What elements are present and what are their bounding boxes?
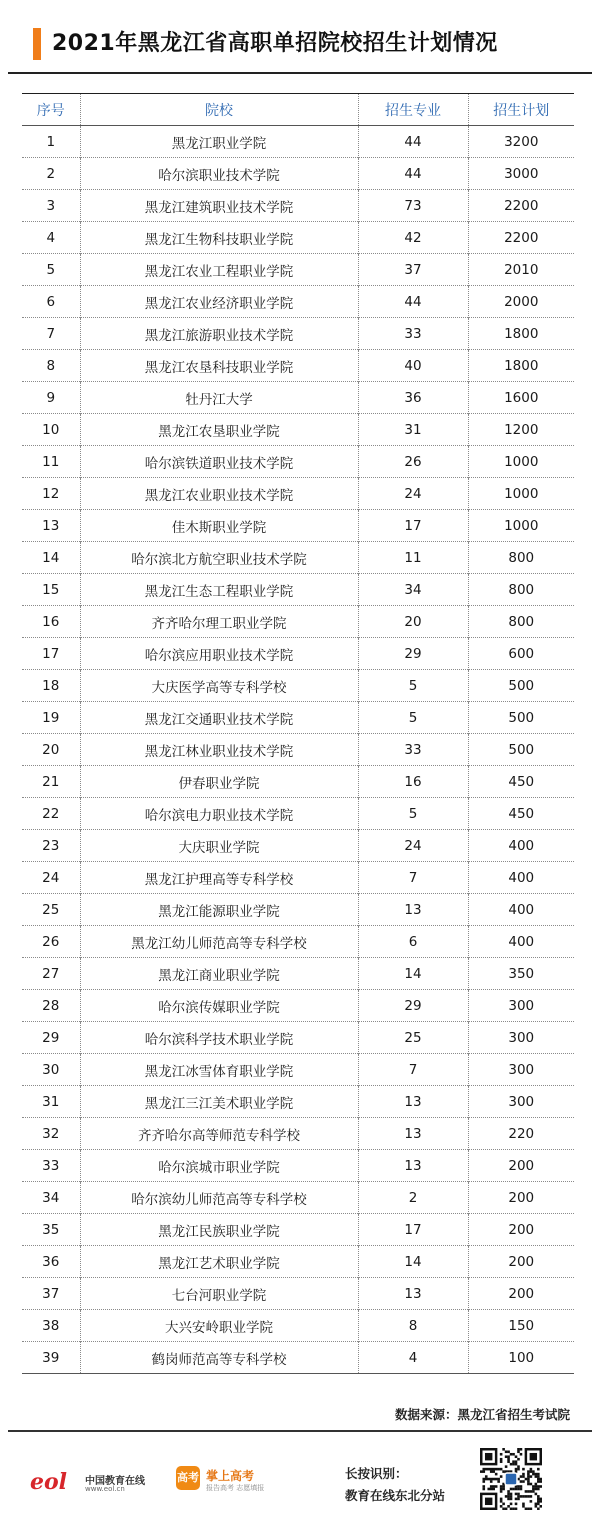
cell-plan: 400 [468,894,574,926]
cell-majors: 13 [358,894,468,926]
table-row [22,318,574,350]
cell-plan: 1200 [468,414,574,446]
cell-majors: 16 [358,766,468,798]
cell-plan: 200 [468,1278,574,1310]
cell-school: 哈尔滨铁道职业技术学院 [80,446,358,478]
cell-school: 黑龙江农业经济职业学院 [80,286,358,318]
cell-plan: 500 [468,670,574,702]
table-row [22,638,574,670]
table-header-row [22,94,574,126]
admission-table-container [22,93,574,1374]
table-row [22,830,574,862]
table-row [22,1182,574,1214]
cell-plan: 100 [468,1342,574,1374]
cell-school: 佳木斯职业学院 [80,510,358,542]
title-accent-bar [33,28,41,60]
page-title: 2021年黑龙江省高职单招院校招生计划情况 [52,31,498,56]
cell-index: 29 [42,1029,60,1046]
cell-school: 黑龙江农业职业技术学院 [80,478,358,510]
page-footer [0,1432,600,1533]
cell-majors: 14 [358,1246,468,1278]
cell-plan: 800 [468,574,574,606]
cell-school: 黑龙江护理高等专科学校 [80,862,358,894]
cell-index: 32 [42,1125,60,1142]
table-row [22,606,574,638]
cell-index: 2 [46,165,56,182]
table-row [22,350,574,382]
cell-school: 七台河职业学院 [80,1278,358,1310]
cell-index: 30 [42,1061,60,1078]
table-row [22,222,574,254]
zhangshang-gaokao-logo [176,1466,306,1498]
cell-plan: 800 [468,542,574,574]
cell-majors: 44 [358,158,468,190]
cell-school: 齐齐哈尔理工职业学院 [80,606,358,638]
cell-school: 哈尔滨电力职业技术学院 [80,798,358,830]
cell-majors: 24 [358,830,468,862]
table-row [22,798,574,830]
cell-plan: 400 [468,830,574,862]
cell-majors: 36 [358,382,468,414]
cell-index: 11 [42,453,60,470]
table-row [22,958,574,990]
cell-school: 黑龙江农业工程职业学院 [80,254,358,286]
data-source-note: 数据来源：黑龙江省招生考试院 [394,1407,570,1422]
cell-index: 12 [42,485,60,502]
cell-majors: 33 [358,734,468,766]
cell-index: 13 [42,517,60,534]
cell-plan: 3200 [468,126,574,158]
cell-index: 7 [46,325,56,342]
cell-majors: 42 [358,222,468,254]
table-row [22,1278,574,1310]
table-row [22,1310,574,1342]
cell-index: 34 [42,1189,60,1206]
table-row [22,1054,574,1086]
cell-index: 22 [42,805,60,822]
cell-majors: 13 [358,1278,468,1310]
cell-index: 33 [42,1157,60,1174]
table-row [22,734,574,766]
cell-plan: 220 [468,1118,574,1150]
cell-plan: 300 [468,990,574,1022]
table-row [22,1118,574,1150]
cell-index: 20 [42,741,60,758]
cell-school: 黑龙江交通职业技术学院 [80,702,358,734]
table-row [22,286,574,318]
scan-prompt: 长按识别： [345,1466,408,1481]
cell-index: 1 [46,133,56,150]
table-row [22,158,574,190]
table-row [22,766,574,798]
table-row [22,446,574,478]
cell-majors: 17 [358,510,468,542]
cell-majors: 73 [358,190,468,222]
cell-plan: 500 [468,702,574,734]
cell-index: 18 [42,677,60,694]
page-header [0,0,600,74]
cell-majors: 25 [358,1022,468,1054]
cell-index: 6 [46,293,56,310]
cell-index: 8 [46,357,56,374]
cell-index: 23 [42,837,60,854]
cell-school: 黑龙江旅游职业技术学院 [80,318,358,350]
cell-majors: 5 [358,670,468,702]
cell-majors: 37 [358,254,468,286]
cell-index: 38 [42,1317,60,1334]
cell-school: 黑龙江冰雪体育职业学院 [80,1054,358,1086]
cell-school: 黑龙江农垦职业学院 [80,414,358,446]
cell-majors: 5 [358,798,468,830]
cell-index: 17 [42,645,60,662]
cell-plan: 300 [468,1054,574,1086]
cell-plan: 2200 [468,222,574,254]
cell-plan: 2000 [468,286,574,318]
scan-target-name: 教育在线东北分站 [345,1488,446,1503]
cell-index: 21 [42,773,60,790]
cell-index: 24 [42,869,60,886]
table-row [22,414,574,446]
cell-index: 31 [42,1093,60,1110]
table-row [22,1246,574,1278]
cell-school: 鹤岗师范高等专科学校 [80,1342,358,1374]
zhangshang-gaokao-name: 掌上高考 [206,1469,255,1483]
cell-plan: 300 [468,1086,574,1118]
cell-school: 黑龙江建筑职业技术学院 [80,190,358,222]
eol-logo-mark: eol [30,1469,68,1495]
cell-index: 26 [42,933,60,950]
cell-school: 牡丹江大学 [80,382,358,414]
cell-plan: 350 [468,958,574,990]
cell-index: 36 [42,1253,60,1270]
column-header-plan: 招生计划 [468,94,574,126]
column-header-majors: 招生专业 [358,94,468,126]
cell-index: 16 [42,613,60,630]
cell-plan: 300 [468,1022,574,1054]
cell-school: 大庆医学高等专科学校 [80,670,358,702]
cell-plan: 2200 [468,190,574,222]
cell-majors: 13 [358,1150,468,1182]
cell-majors: 11 [358,542,468,574]
table-row [22,1086,574,1118]
zhangshang-gaokao-slogan: 报告高考 志愿填报 [206,1484,265,1492]
cell-majors: 13 [358,1086,468,1118]
cell-school: 哈尔滨城市职业学院 [80,1150,358,1182]
cell-index: 4 [46,229,56,246]
table-row [22,702,574,734]
cell-school: 哈尔滨应用职业技术学院 [80,638,358,670]
table-row [22,1022,574,1054]
cell-majors: 6 [358,926,468,958]
cell-school: 哈尔滨幼儿师范高等专科学校 [80,1182,358,1214]
cell-majors: 29 [358,990,468,1022]
cell-plan: 1800 [468,318,574,350]
table-row [22,382,574,414]
cell-school: 哈尔滨北方航空职业技术学院 [80,542,358,574]
cell-majors: 7 [358,1054,468,1086]
cell-school: 大兴安岭职业学院 [80,1310,358,1342]
eol-logo-name: 中国教育在线 [85,1476,145,1487]
cell-index: 35 [42,1221,60,1238]
table-row [22,254,574,286]
cell-plan: 200 [468,1214,574,1246]
cell-majors: 44 [358,126,468,158]
table-row [22,574,574,606]
cell-index: 14 [42,549,60,566]
cell-majors: 14 [358,958,468,990]
cell-plan: 1000 [468,478,574,510]
cell-index: 25 [42,901,60,918]
cell-index: 27 [42,965,60,982]
cell-index: 37 [42,1285,60,1302]
cell-plan: 800 [468,606,574,638]
cell-school: 伊春职业学院 [80,766,358,798]
cell-school: 黑龙江林业职业技术学院 [80,734,358,766]
cell-school: 黑龙江艺术职业学院 [80,1246,358,1278]
cell-index: 28 [42,997,60,1014]
cell-majors: 13 [358,1118,468,1150]
cell-plan: 1000 [468,510,574,542]
cell-plan: 1600 [468,382,574,414]
table-row [22,894,574,926]
eol-logo-url: www.eol.cn [85,1485,125,1493]
cell-majors: 40 [358,350,468,382]
cell-plan: 400 [468,926,574,958]
cell-school: 黑龙江职业学院 [80,126,358,158]
cell-index: 5 [46,261,56,278]
cell-school: 黑龙江能源职业学院 [80,894,358,926]
cell-index: 39 [42,1349,60,1366]
cell-majors: 31 [358,414,468,446]
cell-plan: 150 [468,1310,574,1342]
zhangshang-gaokao-badge: 高考 [176,1466,200,1490]
cell-index: 19 [42,709,60,726]
table-row [22,542,574,574]
cell-majors: 5 [358,702,468,734]
cell-majors: 34 [358,574,468,606]
cell-school: 黑龙江幼儿师范高等专科学校 [80,926,358,958]
table-row [22,990,574,1022]
table-row [22,126,574,158]
cell-plan: 500 [468,734,574,766]
table-row [22,862,574,894]
cell-majors: 26 [358,446,468,478]
cell-majors: 24 [358,478,468,510]
eol-logo [30,1470,160,1496]
cell-majors: 33 [358,318,468,350]
cell-school: 哈尔滨科学技术职业学院 [80,1022,358,1054]
cell-plan: 200 [468,1150,574,1182]
table-row [22,926,574,958]
cell-school: 黑龙江农垦科技职业学院 [80,350,358,382]
cell-majors: 44 [358,286,468,318]
cell-school: 齐齐哈尔高等师范专科学校 [80,1118,358,1150]
cell-majors: 7 [358,862,468,894]
cell-plan: 450 [468,766,574,798]
column-header-index: 序号 [36,102,65,119]
cell-school: 黑龙江民族职业学院 [80,1214,358,1246]
cell-plan: 200 [468,1182,574,1214]
table-row [22,1214,574,1246]
cell-plan: 600 [468,638,574,670]
table-row [22,1150,574,1182]
cell-school: 黑龙江生态工程职业学院 [80,574,358,606]
cell-plan: 1800 [468,350,574,382]
table-body [22,126,574,1374]
cell-majors: 29 [358,638,468,670]
cell-majors: 17 [358,1214,468,1246]
cell-school: 大庆职业学院 [80,830,358,862]
cell-school: 黑龙江商业职业学院 [80,958,358,990]
table-row [22,510,574,542]
table-row [22,670,574,702]
column-header-school: 院校 [80,94,358,126]
cell-majors: 2 [358,1182,468,1214]
header-divider [8,72,592,74]
cell-index: 10 [42,421,60,438]
qr-code-icon[interactable] [480,1448,542,1510]
cell-plan: 200 [468,1246,574,1278]
cell-plan: 450 [468,798,574,830]
cell-index: 3 [46,197,56,214]
cell-plan: 2010 [468,254,574,286]
cell-school: 哈尔滨传媒职业学院 [80,990,358,1022]
cell-school: 哈尔滨职业技术学院 [80,158,358,190]
table-row [22,190,574,222]
cell-plan: 1000 [468,446,574,478]
cell-plan: 400 [468,862,574,894]
table-row [22,478,574,510]
cell-plan: 3000 [468,158,574,190]
cell-index: 15 [42,581,60,598]
admission-table [22,93,574,1374]
table-row [22,1342,574,1374]
cell-majors: 4 [358,1342,468,1374]
cell-school: 黑龙江三江美术职业学院 [80,1086,358,1118]
cell-majors: 20 [358,606,468,638]
cell-majors: 8 [358,1310,468,1342]
cell-index: 9 [46,389,56,406]
cell-school: 黑龙江生物科技职业学院 [80,222,358,254]
